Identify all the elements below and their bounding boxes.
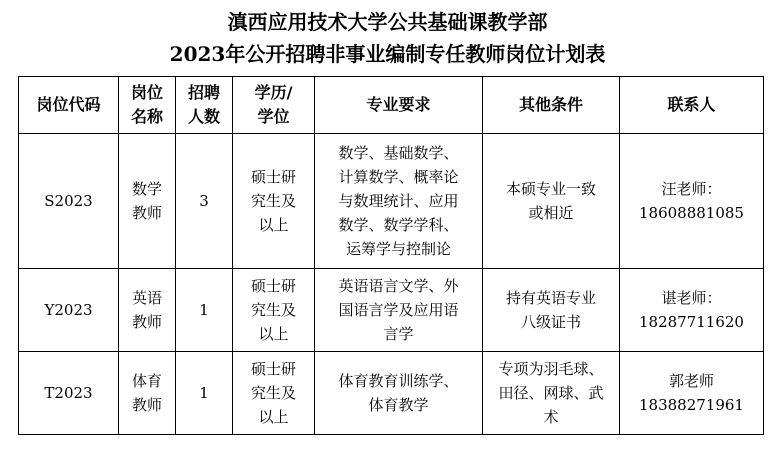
education-cell: 硕士研 究生及 以上 — [233, 134, 315, 269]
other-conditions-cell: 持有英语专业 八级证书 — [483, 269, 620, 352]
contact-cell: 谌老师： 18287711620 — [620, 269, 764, 352]
position-code-cell: Y2023 — [19, 269, 119, 352]
contact-cell: 郭老师 18388271961 — [620, 352, 764, 435]
education-cell: 硕士研 究生及 以上 — [233, 352, 315, 435]
recruit-count-cell: 3 — [176, 134, 233, 269]
position-code-cell: S2023 — [19, 134, 119, 269]
contact-cell: 汪老师： 18608881085 — [620, 134, 764, 269]
position-code-cell: T2023 — [19, 352, 119, 435]
position-name-cell: 体育 教师 — [119, 352, 176, 435]
major-requirement-cell: 英语语言文学、外 国语言学及应用语 言学 — [315, 269, 483, 352]
position-name-cell: 数学 教师 — [119, 134, 176, 269]
header-other-conditions: 其他条件 — [483, 77, 620, 134]
table-row — [19, 352, 764, 435]
education-cell: 硕士研 究生及 以上 — [233, 269, 315, 352]
document-title: 滇西应用技术大学公共基础课教学部 — [227, 10, 548, 34]
other-conditions-cell: 本硕专业一致 或相近 — [483, 134, 620, 269]
recruit-count-cell: 1 — [176, 269, 233, 352]
table-header-row — [19, 77, 764, 134]
table-row — [19, 134, 764, 269]
document-subtitle: 2023年公开招聘非事业编制专任教师岗位计划表 — [169, 42, 606, 66]
position-name-cell: 英语 教师 — [119, 269, 176, 352]
major-requirement-cell: 数学、基础数学、 计算数学、概率论 与数理统计、应用 数学、数学学科、 运筹学与控制论 — [315, 134, 483, 269]
header-recruit-count: 招聘 人数 — [176, 77, 233, 134]
header-education: 学历/ 学位 — [233, 77, 315, 134]
header-position-code: 岗位代码 — [19, 77, 119, 134]
header-major-requirement: 专业要求 — [315, 77, 483, 134]
header-position-name: 岗位 名称 — [119, 77, 176, 134]
table-row — [19, 269, 764, 352]
major-requirement-cell: 体育教育训练学、 体育教学 — [315, 352, 483, 435]
header-contact: 联系人 — [620, 77, 764, 134]
recruit-count-cell: 1 — [176, 352, 233, 435]
position-plan-table — [18, 76, 764, 435]
other-conditions-cell: 专项为羽毛球、 田径、网球、武 术 — [483, 352, 620, 435]
